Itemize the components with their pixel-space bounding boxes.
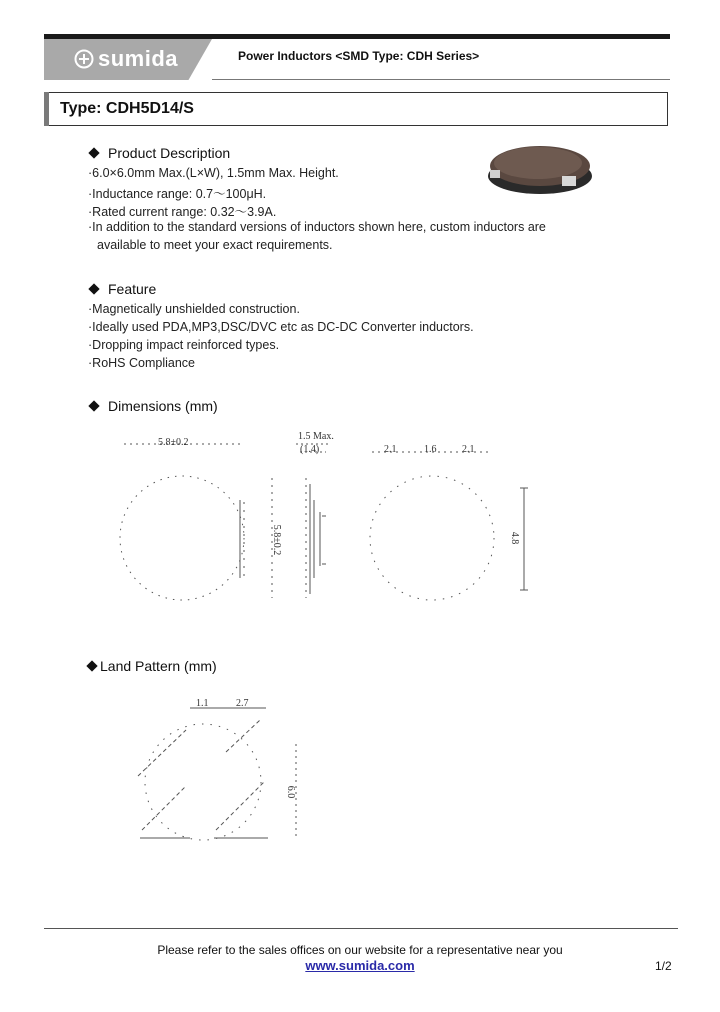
product-description-item: available to meet your exact requirements. (97, 238, 333, 252)
website-link[interactable]: www.sumida.com (305, 958, 415, 973)
dim-label-bottom-height: 4.8 (509, 531, 520, 545)
dim-label-land-b: 2.7 (236, 698, 249, 709)
top-view-drawing (120, 444, 244, 600)
footer-rule (44, 928, 678, 929)
dim-label-bottom-b: 1.6 (424, 444, 437, 455)
dim-label-bottom-a: 2.1 (384, 444, 397, 455)
land-pattern-drawing (138, 708, 296, 840)
dim-label-land-a: 1.1 (196, 698, 209, 709)
side-view-drawing (272, 444, 330, 598)
dim-label-bottom-c: 2.1 (462, 444, 475, 455)
page-number: 1/2 (655, 959, 672, 973)
dim-label-land-height: 6.0 (285, 785, 296, 799)
product-description-item: ·Rated current range: 0.32～3.9A. (88, 205, 277, 219)
product-description-title: Product Description (108, 145, 231, 161)
product-description-item: ·6.0×6.0mm Max.(L×W), 1.5mm Max. Height. (88, 166, 339, 180)
dimensions-title: Dimensions (mm) (108, 398, 218, 414)
dim-label-side-length: 5.8±0.2 (271, 524, 282, 556)
feature-item: ·RoHS Compliance (88, 356, 195, 370)
bottom-view-drawing (370, 452, 528, 600)
type-title: Type: CDH5D14/S (60, 100, 194, 117)
feature-item: ·Dropping impact reinforced types. (88, 338, 280, 352)
footer-note: Please refer to the sales offices on our website for a representative near you (157, 943, 563, 957)
feature-title: Feature (108, 281, 157, 297)
product-description-item: ·In addition to the standard versions of inductors shown here, custom inductors are (88, 220, 546, 234)
dim-label-side-height-ref: (1.4) (300, 444, 320, 455)
feature-item: ·Magnetically unshielded construction. (88, 302, 300, 316)
logo-text: sumida (98, 46, 179, 71)
header-title: Power Inductors <SMD Type: CDH Series> (238, 49, 480, 63)
dim-label-side-height: 1.5 Max. (298, 431, 334, 442)
product-description-item: ·Inductance range: 0.7～100μH. (88, 187, 267, 201)
land-pattern-title: Land Pattern (mm) (100, 658, 217, 674)
dim-label-top-width: 5.8±0.2 (158, 437, 189, 448)
feature-item: ·Ideally used PDA,MP3,DSC/DVC etc as DC-DC Converter inductors. (88, 320, 474, 334)
